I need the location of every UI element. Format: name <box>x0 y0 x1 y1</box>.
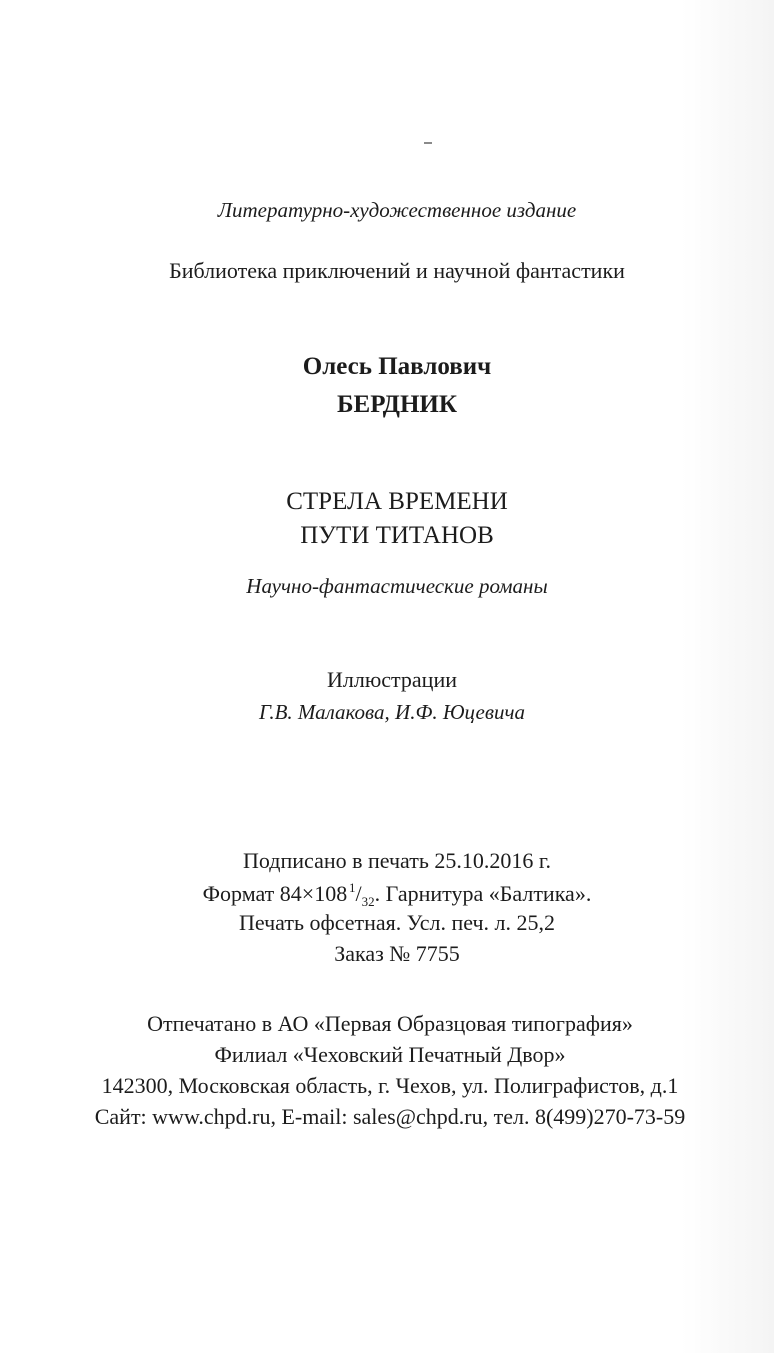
illustrations-label: Иллюстрации <box>326 667 457 692</box>
printer-address: 142300, Московская область, г. Чехов, ул. Полиграфистов, д.1 <box>101 1073 679 1098</box>
format-denominator: 32 <box>361 894 375 909</box>
imprint-order: Заказ № 7755 <box>334 941 460 966</box>
series-title: Библиотека приключений и научной фантастики <box>169 258 625 283</box>
edition-type: Литературно-художественное издание <box>217 198 577 222</box>
imprint-print: Печать офсетная. Усл. печ. л. 25,2 <box>238 910 556 935</box>
format-prefix: Формат 84×108 <box>202 881 348 906</box>
illustrations-artists: Г.В. Малакова, И.Ф. Юцевича <box>258 700 525 724</box>
printer-line-2: Филиал «Чеховский Печатный Двор» <box>214 1042 566 1067</box>
format-numerator: 1 <box>349 880 356 895</box>
imprint-signed: Подписано в печать 25.10.2016 г. <box>243 848 551 873</box>
imprint-format: Формат 84×108 $^1/_{32}$. Гарнитура «Балтика». <box>202 880 592 909</box>
format-suffix: . Гарнитура «Балтика». <box>374 881 592 906</box>
decorative-dash <box>424 142 432 144</box>
book-title-2: ПУТИ ТИТАНОВ <box>300 522 494 549</box>
genre-label: Научно-фантастические романы <box>246 574 548 598</box>
printer-contacts: Сайт: www.chpd.ru, E-mail: sales@chpd.ru, тел. 8(499)270-73-59 <box>94 1104 686 1129</box>
author-first-names: Олесь Павлович <box>302 353 492 380</box>
book-title-1: СТРЕЛА ВРЕМЕНИ <box>286 488 508 515</box>
author-last-name: БЕРДНИК <box>336 391 458 418</box>
printer-line-1: Отпечатано в АО «Первая Образцовая типография» <box>147 1011 633 1036</box>
